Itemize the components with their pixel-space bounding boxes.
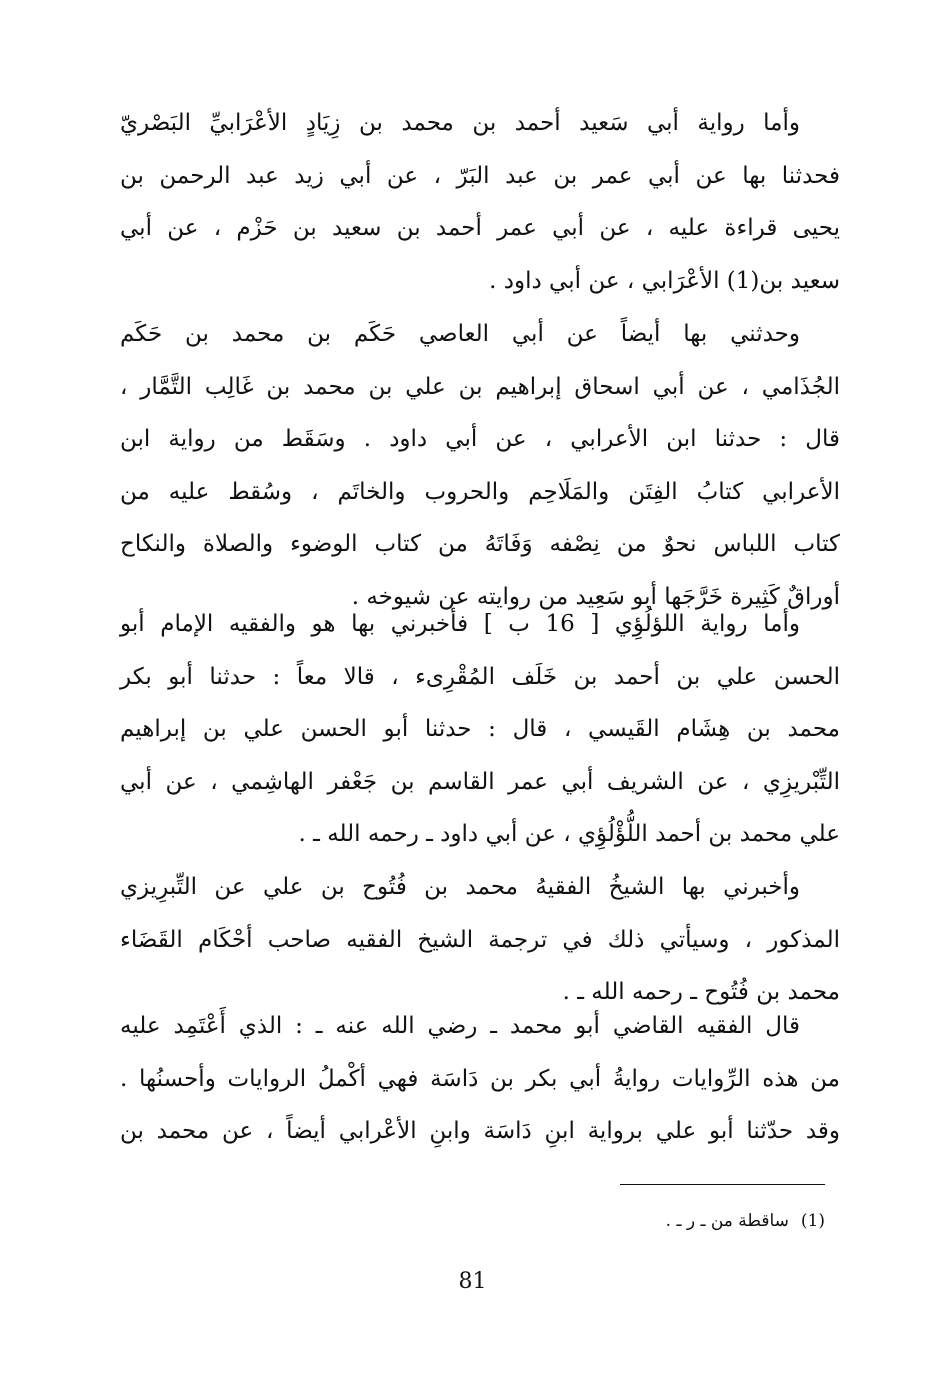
text-line: الجُذَامي ، عن أبي اسحاق إبراهيم بن علي بن محمد بن غَالِب التَّمَّار ، bbox=[120, 373, 840, 400]
footnote-divider bbox=[620, 1184, 825, 1185]
text-line: فحدثنا بها عن أبي عمر بن عبد البَرّ ، عن أبي زيد عبد الرحمن بن bbox=[120, 162, 840, 189]
text-line: الأعرابي كتابُ الفِتَن والمَلَاحِم والحروب والخاتَم ، وسُقط عليه من bbox=[120, 478, 840, 505]
text-line: محمد بن فُتُوح ـ رحمه الله ـ . bbox=[562, 979, 840, 1005]
text-line: قال : حدثنا ابن الأعرابي ، عن أبي داود . وسَقَط من رواية ابن bbox=[120, 426, 840, 452]
paragraph-judge-statement bbox=[120, 1000, 840, 1158]
paragraph-hakam-narration bbox=[120, 308, 840, 623]
text-line: الحسن علي بن أحمد بن خَلَف المُقْرِىء ، قالا معاً : حدثنا أبو بكر bbox=[120, 663, 840, 690]
text-line: وقد حدّثنا أبو علي برواية ابنِ دَاسَة وابنِ الأعْرابي أيضاً ، عن محمد بن bbox=[120, 1118, 840, 1144]
paragraph-futuh-narration bbox=[120, 861, 840, 1019]
paragraph-luluui-narration bbox=[120, 598, 840, 861]
text-line: علي محمد بن أحمد اللُّؤْلُؤِي ، عن أبي داود ـ رحمه الله ـ . bbox=[298, 821, 840, 847]
text-line: أوراقٌ كَثِيرة خَرَّجَها أبو سَعِيد من روايته عن شيوخه . bbox=[351, 583, 840, 610]
text-line: سعيد بن(1) الأعْرَابي ، عن أبي داود . bbox=[489, 267, 840, 294]
text-line: قال الفقيه القاضي أبو محمد ـ رضي الله عنه ـ : الذي أَعْتَمِد عليه bbox=[120, 1013, 800, 1039]
text-line: وحدثني بها أيضاً عن أبي العاصي حَكَم بن محمد بن حَكَم bbox=[120, 321, 800, 347]
text-line: من هذه الرِّوايات روايةُ أبي بكر بن دَاسَة فهي أكْملُ الروايات وأحسنُها . bbox=[120, 1065, 840, 1092]
text-line: وأما رواية اللؤلُؤِي [ 16 ب ] فأخبرني بها هو والفقيه الإمام أبو bbox=[120, 611, 800, 637]
text-line: يحيى قراءة عليه ، عن أبي عمر أحمد بن سعيد بن حَزْم ، عن أبي bbox=[120, 215, 840, 241]
text-line: وأخبرني بها الشيخُ الفقيهُ محمد بن فُتُوح بن علي عن التِّبرِيزي bbox=[120, 874, 800, 900]
footnote-text: ساقطة من ـ ر ـ . bbox=[665, 1211, 789, 1231]
text-line: وأما رواية أبي سَعيد أحمد بن محمد بن زِيَادٍ الأعْرَابيِّ البَصْريّ bbox=[120, 110, 800, 136]
footnote bbox=[666, 1203, 825, 1239]
footnote-number: (1) bbox=[800, 1211, 825, 1231]
page-number: 81 bbox=[458, 1269, 487, 1294]
text-line: التِّبْريزِي ، عن الشريف أبي عمر القاسم بن جَعْفر الهاشِمي ، عن أبي bbox=[120, 768, 840, 795]
text-line: المذكور ، وسيأتي ذلك في ترجمة الشيخ الفقيه صاحب أحْكَام القَضَاء bbox=[120, 926, 840, 953]
text-line: كتاب اللباس نحوٌ من نِصْفه وَفَاتَهُ من كتاب الوضوء والصلاة والنكاح bbox=[120, 531, 840, 557]
paragraph-abu-said-narration bbox=[120, 97, 840, 307]
text-line: محمد بن هِشَام القَيسي ، قال : حدثنا أبو الحسن علي بن إبراهيم bbox=[120, 716, 840, 742]
